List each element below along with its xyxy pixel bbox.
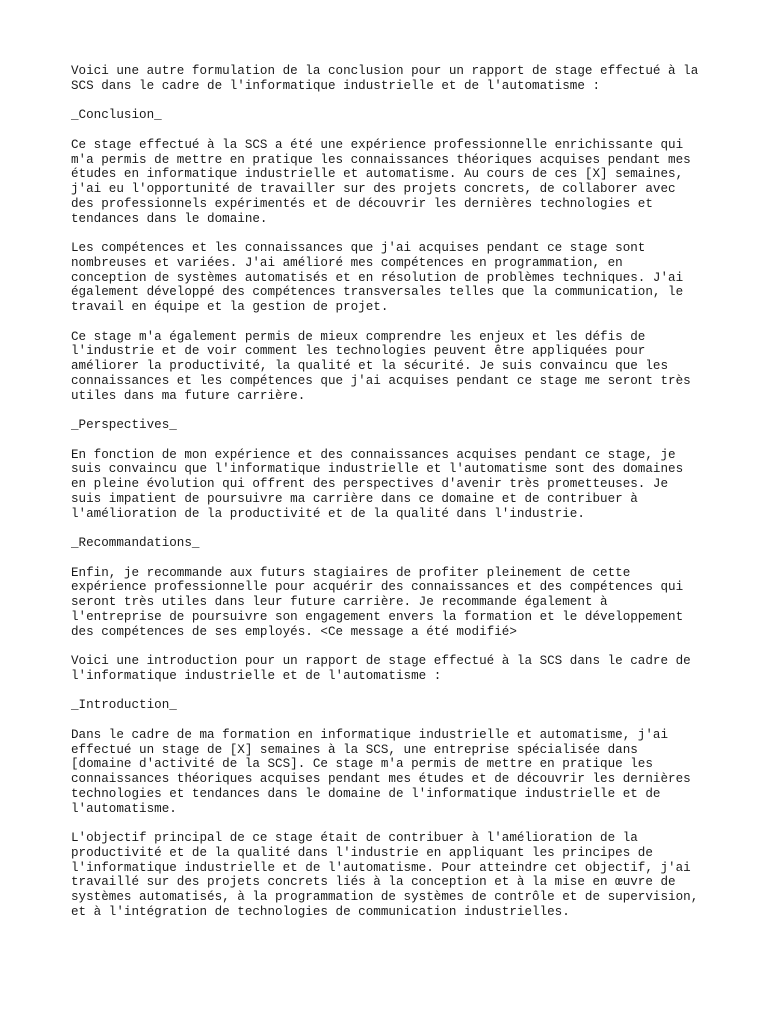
conclusion-paragraph-3: Ce stage m'a également permis de mieux comprendre les enjeux et les défis de l'industrie et de voir comment les technologies peuvent être appliquées pour améliorer la productivité, la qualité et la sécurité. Je suis convaincu que les connaissances et les compétences que j'ai acquises pendant ce stage me seront très utiles dans ma future carrière. <box>71 329 691 403</box>
conclusion-heading: _Conclusion_ <box>71 108 162 123</box>
perspectives-paragraph: En fonction de mon expérience et des connaissances acquises pendant ce stage, je suis convaincu que l'informatique industrielle et l'automatisme sont des domaines en pleine évolution qui offrent des perspectives d'avenir très prometteuses. Je suis impatient de poursuivre ma carrière dans ce domaine et de contribuer à l'amélioration de la productivité et de la qualité dans l'industrie. <box>71 447 684 521</box>
introduction-intro-text: Voici une introduction pour un rapport de stage effectué à la SCS dans le cadre de l'informatique industrielle et de l'automatisme : <box>71 654 691 683</box>
recommandations-heading: _Recommandations_ <box>71 536 200 550</box>
conclusion-paragraph-2: Les compétences et les connaissances que j'ai acquises pendant ce stage sont nombreuses et variées. J'ai amélioré mes compétences en programmation, en conception de systèmes automatisés et en résolution de problèmes techniques. J'ai également développé des compétences transversales telles que la communication, le travail en équipe et la gestion de projet. <box>71 241 684 314</box>
conclusion-intro-text: Voici une autre formulation de la conclusion pour un rapport de stage effectué à la SCS dans le cadre de l'informatique industrielle et de l'automatisme : <box>71 64 699 93</box>
perspectives-heading: _Perspectives_ <box>71 418 177 432</box>
recommandations-paragraph: Enfin, je recommande aux futurs stagiaires de profiter pleinement de cette expérience professionnelle pour acquérir des connaissances et des compétences qui seront très utiles dans leur future carrière. Je recommande également à l'entreprise de poursuivre son engagement envers la formation et le développement des compétences de ses employés. <Ce message a été modifié> <box>71 565 684 639</box>
document-page <box>71 64 731 920</box>
introduction-paragraph-2: L'objectif principal de ce stage était de contribuer à l'amélioration de la productivité et de la qualité dans l'industrie en appliquant les principes de l'informatique industrielle et de l'automatisme. Pour atteindre cet objectif, j'ai travaillé sur des projets concrets liés à la conception et à la mise en œuvre de systèmes automatisés, à la programmation de systèmes de contrôle et de supervision, et à l'intégration de technologies de communication industrielles. <box>71 831 699 919</box>
introduction-paragraph-1: Dans le cadre de ma formation en informatique industrielle et automatisme, j'ai effectué un stage de [X] semaines à la SCS, une entreprise spécialisée dans [domaine d'activité de la SCS]. Ce stage m'a permis de mettre en pratique les connaissances théoriques acquises pendant mes études et de découvrir les dernières technologies et tendances dans le domaine de l'informatique industrielle et de l'automatisme. <box>71 727 691 816</box>
introduction-heading: _Introduction_ <box>71 698 177 713</box>
conclusion-paragraph-1: Ce stage effectué à la SCS a été une expérience professionnelle enrichissante qui m'a permis de mettre en pratique les connaissances théoriques acquises pendant mes études en informatique industrielle et automatisme. Au cours de ces [X] semaines, j'ai eu l'opportunité de travailler sur des projets concrets, de collaborer avec des professionnels expérimentés et de découvrir les dernières technologies et tendances dans le domaine. <box>71 137 691 226</box>
